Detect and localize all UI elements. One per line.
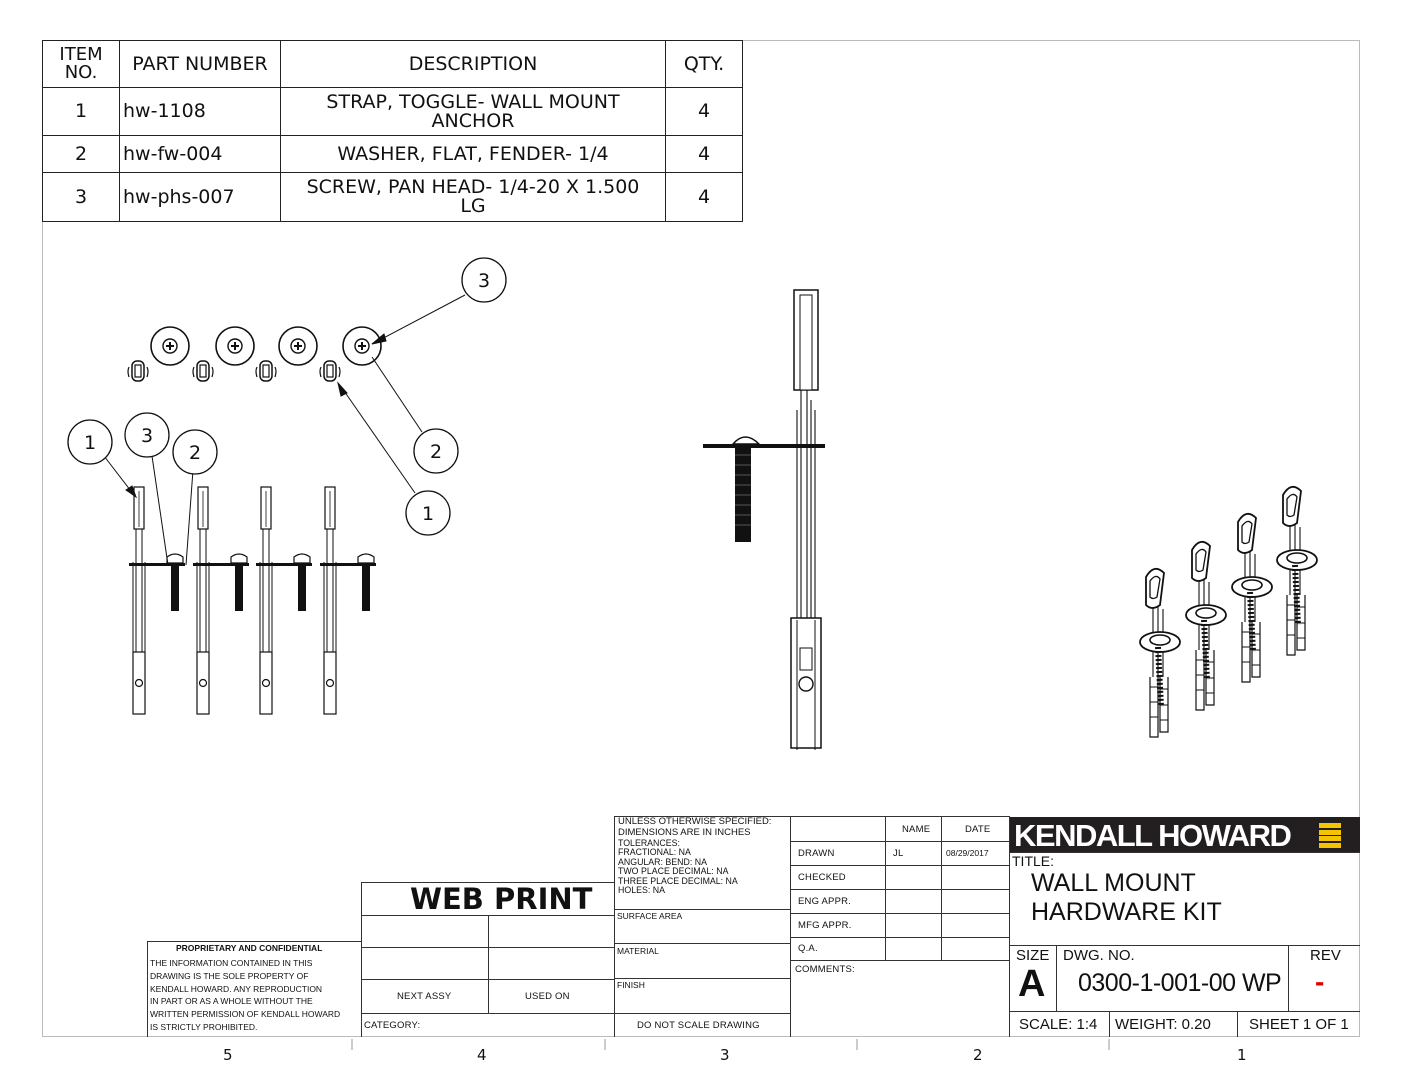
revision-value: -	[1315, 966, 1325, 997]
proprietary-line: IN PART OR AS A WHOLE WITHOUT THE	[150, 996, 313, 1007]
proprietary-line: DRAWING IS THE SOLE PROPERTY OF	[150, 970, 309, 981]
bom-desc: STRAP, TOGGLE- WALL MOUNT ANCHOR	[281, 88, 666, 136]
balloon-1: 1	[83, 432, 97, 454]
logo-text: KENDALL HOWARD	[1014, 818, 1291, 853]
bom-qty: 4	[666, 88, 743, 136]
spec-line: ANGULAR: BEND: NA	[618, 856, 707, 867]
bom-item: 2	[43, 136, 120, 173]
bom-part: hw-1108	[120, 88, 281, 136]
dwg-no-label: DWG. NO.	[1063, 947, 1135, 964]
bom-item: 3	[43, 173, 120, 222]
next-assy-label: NEXT ASSY	[397, 991, 452, 1002]
bom-part: hw-phs-007	[120, 173, 281, 222]
drawn-date: 08/29/2017	[946, 848, 989, 858]
bom-header-qty: QTY.	[666, 41, 743, 88]
balloon-3: 3	[477, 270, 491, 292]
checked-label: CHECKED	[798, 872, 846, 883]
sheet-number: SHEET 1 OF 1	[1249, 1016, 1349, 1033]
side-view-assembly	[703, 290, 825, 750]
drawn-label: DRAWN	[798, 848, 835, 859]
sheet-size: A	[1018, 963, 1046, 1005]
spec-line: FRACTIONAL: NA	[618, 847, 691, 858]
balloon-2: 2	[188, 442, 202, 464]
drawing-number: 0300-1-001-00 WP	[1078, 969, 1282, 997]
top-view-parts	[128, 327, 381, 381]
name-header: NAME	[902, 824, 931, 835]
zone-label: 2	[973, 1046, 983, 1064]
do-not-scale-label: DO NOT SCALE DRAWING	[637, 1020, 760, 1031]
qa-label: Q.A.	[798, 943, 818, 954]
finish-label: FINISH	[617, 980, 645, 990]
balloon-3: 3	[140, 425, 154, 447]
tolerance-notes	[618, 817, 771, 896]
bom-desc: SCREW, PAN HEAD- 1/4-20 X 1.500 LG	[281, 173, 666, 222]
logo-stripes-icon	[1319, 823, 1341, 847]
drawing-title-line1: WALL MOUNT	[1031, 869, 1196, 897]
proprietary-line: WRITTEN PERMISSION OF KENDALL HOWARD	[150, 1009, 341, 1020]
category-label: CATEGORY:	[364, 1020, 421, 1031]
bom-qty: 4	[666, 136, 743, 173]
bom-part: hw-fw-004	[120, 136, 281, 173]
proprietary-line: THE INFORMATION CONTAINED IN THIS	[150, 958, 313, 968]
spec-line: TOLERANCES:	[618, 837, 680, 848]
date-header: DATE	[965, 824, 991, 835]
zone-ticks	[352, 1039, 1109, 1050]
used-on-label: USED ON	[525, 991, 570, 1002]
title-label: TITLE:	[1012, 853, 1055, 869]
spec-line: DIMENSIONS ARE IN INCHES	[618, 826, 751, 838]
bom-header-desc: DESCRIPTION	[281, 41, 666, 88]
bom-item: 1	[43, 88, 120, 136]
mfg-appr-label: MFG APPR.	[798, 920, 852, 931]
isometric-view	[1140, 487, 1317, 737]
proprietary-notice	[150, 957, 340, 1034]
rev-label: REV	[1310, 947, 1341, 964]
material-label: MATERIAL	[617, 946, 659, 956]
drawn-name: JL	[893, 848, 904, 859]
zone-label: 1	[1237, 1046, 1247, 1064]
bom-header-item: ITEM NO.	[43, 41, 120, 88]
balloon-2: 2	[429, 441, 443, 463]
spec-line: UNLESS OTHERWISE SPECIFIED:	[618, 816, 772, 827]
proprietary-line: KENDALL HOWARD. ANY REPRODUCTION	[150, 983, 323, 994]
spec-line: TWO PLACE DECIMAL: NA	[618, 866, 729, 877]
proprietary-line: IS STRICTLY PROHIBITED.	[150, 1021, 258, 1032]
surface-area-label: SURFACE AREA	[617, 911, 683, 921]
front-view-assemblies	[129, 487, 376, 714]
company-logo	[1010, 817, 1360, 852]
web-print-label: WEB PRINT	[410, 882, 593, 916]
bom-desc: WASHER, FLAT, FENDER- 1/4	[281, 136, 666, 173]
scale-value: SCALE: 1:4	[1019, 1016, 1098, 1033]
comments-label: COMMENTS:	[795, 964, 855, 975]
zone-label: 4	[477, 1046, 487, 1064]
bom-header-part: PART NUMBER	[120, 41, 281, 88]
eng-appr-label: ENG APPR.	[798, 896, 852, 907]
bom-qty: 4	[666, 173, 743, 222]
drawing-title-line2: HARDWARE KIT	[1031, 898, 1222, 926]
spec-line: THREE PLACE DECIMAL: NA	[618, 875, 738, 886]
size-label: SIZE	[1016, 947, 1050, 964]
zone-label: 5	[223, 1046, 233, 1064]
proprietary-title: PROPRIETARY AND CONFIDENTIAL	[176, 943, 323, 953]
weight-value: WEIGHT: 0.20	[1115, 1016, 1211, 1033]
zone-label: 3	[720, 1046, 730, 1064]
balloon-1: 1	[421, 503, 435, 525]
spec-line: HOLES: NA	[618, 885, 665, 896]
